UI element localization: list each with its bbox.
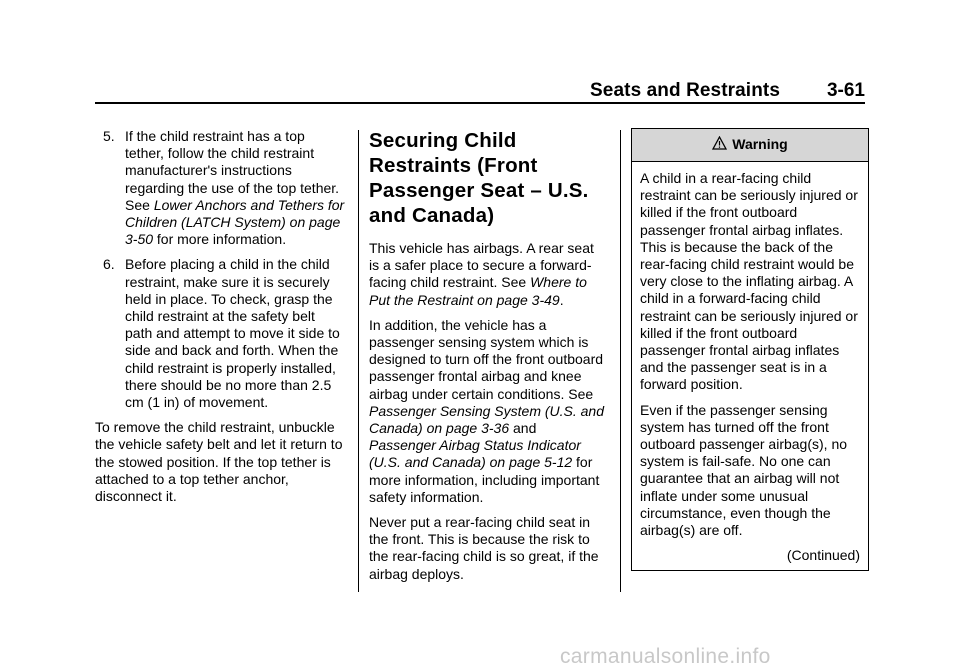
list-text: If the child restraint has a top tether, follow the child restraint manufacturer's instructions regarding the use of the top tether. See Lower Anchors and Tethers for Children (LATCH System) on page 3-50 for more information. xyxy=(125,128,345,248)
section-title: Seats and Restraints xyxy=(590,80,780,101)
list-item-6 xyxy=(95,256,345,411)
warning-box xyxy=(631,128,869,571)
paragraph: In addition, the vehicle has a passenger sensing system which is designed to turn off the front outboard passenger frontal airbag and knee airbag under certain conditions. See Passenger Sensing System (U.S. and Canada) on page 3-36 and Passenger Airbag Status Indicator (U.S. and Canada) on page 5-12 for more information, including important safety information. xyxy=(369,316,605,505)
column-right xyxy=(631,128,867,571)
column-left xyxy=(95,128,345,513)
paragraph: This vehicle has airbags. A rear seat is a safer place to secure a forward-facing child restraint. See Where to Put the Restraint on page 3-49. xyxy=(369,240,594,308)
paragraph: A child in a rear-facing child restraint can be seriously injured or killed if the front outboard passenger frontal airbag inflates. This is because the back of the rear-facing child restraint would be very close to the inflating airbag. A child in a forward-facing child restraint can be seriously injured or killed if the front outboard passenger frontal airbag inflates and the passenger seat is in a forward position. xyxy=(640,170,858,393)
cross-reference-link[interactable]: Passenger Airbag Status Indicator (U.S. and Canada) on page 5-12 xyxy=(369,437,581,471)
list-number: 6. xyxy=(103,256,115,273)
column-divider-1 xyxy=(358,130,359,592)
list-number: 5. xyxy=(103,128,115,144)
cross-reference-link[interactable]: Where to Put the Restraint on page 3-49 xyxy=(369,274,587,308)
list-item-5 xyxy=(95,128,345,248)
section-heading: Securing Child Restraints (Front Passenger Seat – U.S. and Canada) xyxy=(369,129,589,227)
continued-label: (Continued) xyxy=(786,547,860,564)
paragraph: Never put a rear-facing child seat in the front. This is because the risk to the rear-facing child is so great, if the airbag deploys. xyxy=(369,514,599,582)
warning-title: Warning xyxy=(732,136,788,153)
header-rule xyxy=(95,102,865,104)
column-divider-2 xyxy=(620,130,621,592)
page-number: 3-61 xyxy=(826,80,865,101)
cross-reference-link[interactable]: Passenger Sensing System (U.S. and Canada) on page 3-36 xyxy=(369,402,605,437)
list-text: Before placing a child in the child restraint, make sure it is securely held in place. To check, grasp the child restraint at the safety belt path and attempt to move it side to side and back and forth. When the child restraint is properly installed, there should be no more than 2.5 cm (1 in) of movement. xyxy=(125,256,340,411)
paragraph: To remove the child restraint, unbuckle the vehicle safety belt and let it return to the stowed position. If the top tether is attached to a top tether anchor, disconnect it. xyxy=(95,419,343,505)
warning-header xyxy=(632,129,868,162)
warning-icon xyxy=(712,136,727,154)
paragraph: Even if the passenger sensing system has turned off the front outboard passenger airbag(s), no system is fail-safe. No one can guarantee that an airbag will not inflate under some unusual circumstance, even though the airbag(s) are off. xyxy=(640,401,848,539)
column-middle xyxy=(369,128,605,591)
watermark: carmanualsonline.info xyxy=(560,645,771,668)
warning-body xyxy=(632,162,868,570)
cross-reference-link[interactable]: Lower Anchors and Tethers for Children (LATCH System) on page 3-50 xyxy=(125,196,345,248)
